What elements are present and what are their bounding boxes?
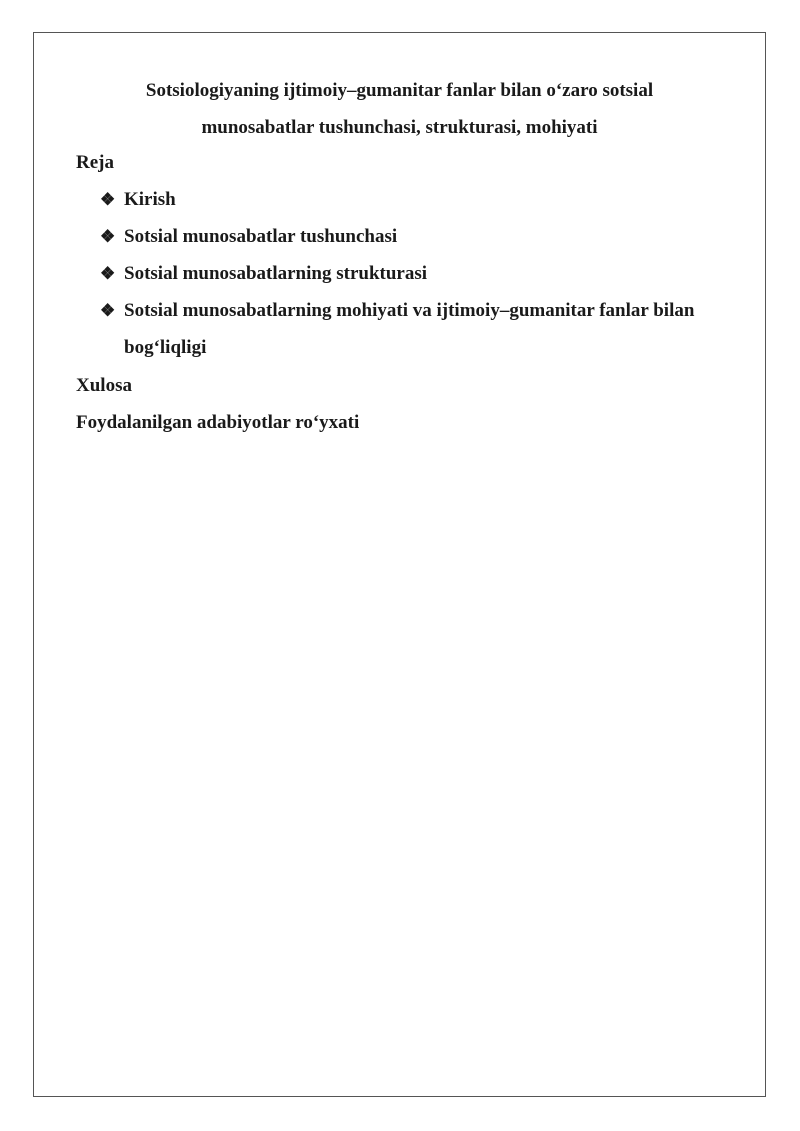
plan-item [100, 218, 397, 255]
references-heading: Foydalanilgan adabiyotlar ro‘yxati [76, 412, 360, 433]
plan-item [100, 255, 427, 292]
plan-item-label: Sotsial munosabatlarning mohiyati va ijtimoiy–gumanitar fanlar bilan bog‘liqligi [124, 300, 695, 358]
plan-item-label: Sotsial munosabatlarning strukturasi [124, 263, 428, 284]
title-line-2: munosabatlar tushunchasi, strukturasi, mohiyati [201, 117, 598, 138]
plan-item [100, 292, 734, 366]
plan-item [100, 181, 176, 218]
conclusion-heading: Xulosa [76, 375, 132, 396]
diamond-bullet-icon: ❖ [100, 190, 116, 209]
diamond-bullet-icon: ❖ [100, 227, 116, 246]
title-line-1: Sotsiologiyaning ijtimoiy–gumanitar fanlar bilan o‘zaro sotsial [145, 80, 654, 101]
document-title [33, 72, 766, 146]
diamond-bullet-icon: ❖ [100, 264, 116, 283]
plan-item-label: Sotsial munosabatlar tushunchasi [124, 226, 398, 247]
diamond-bullet-icon: ❖ [100, 301, 116, 320]
plan-heading: Reja [76, 152, 114, 173]
plan-item-label: Kirish [124, 189, 176, 210]
